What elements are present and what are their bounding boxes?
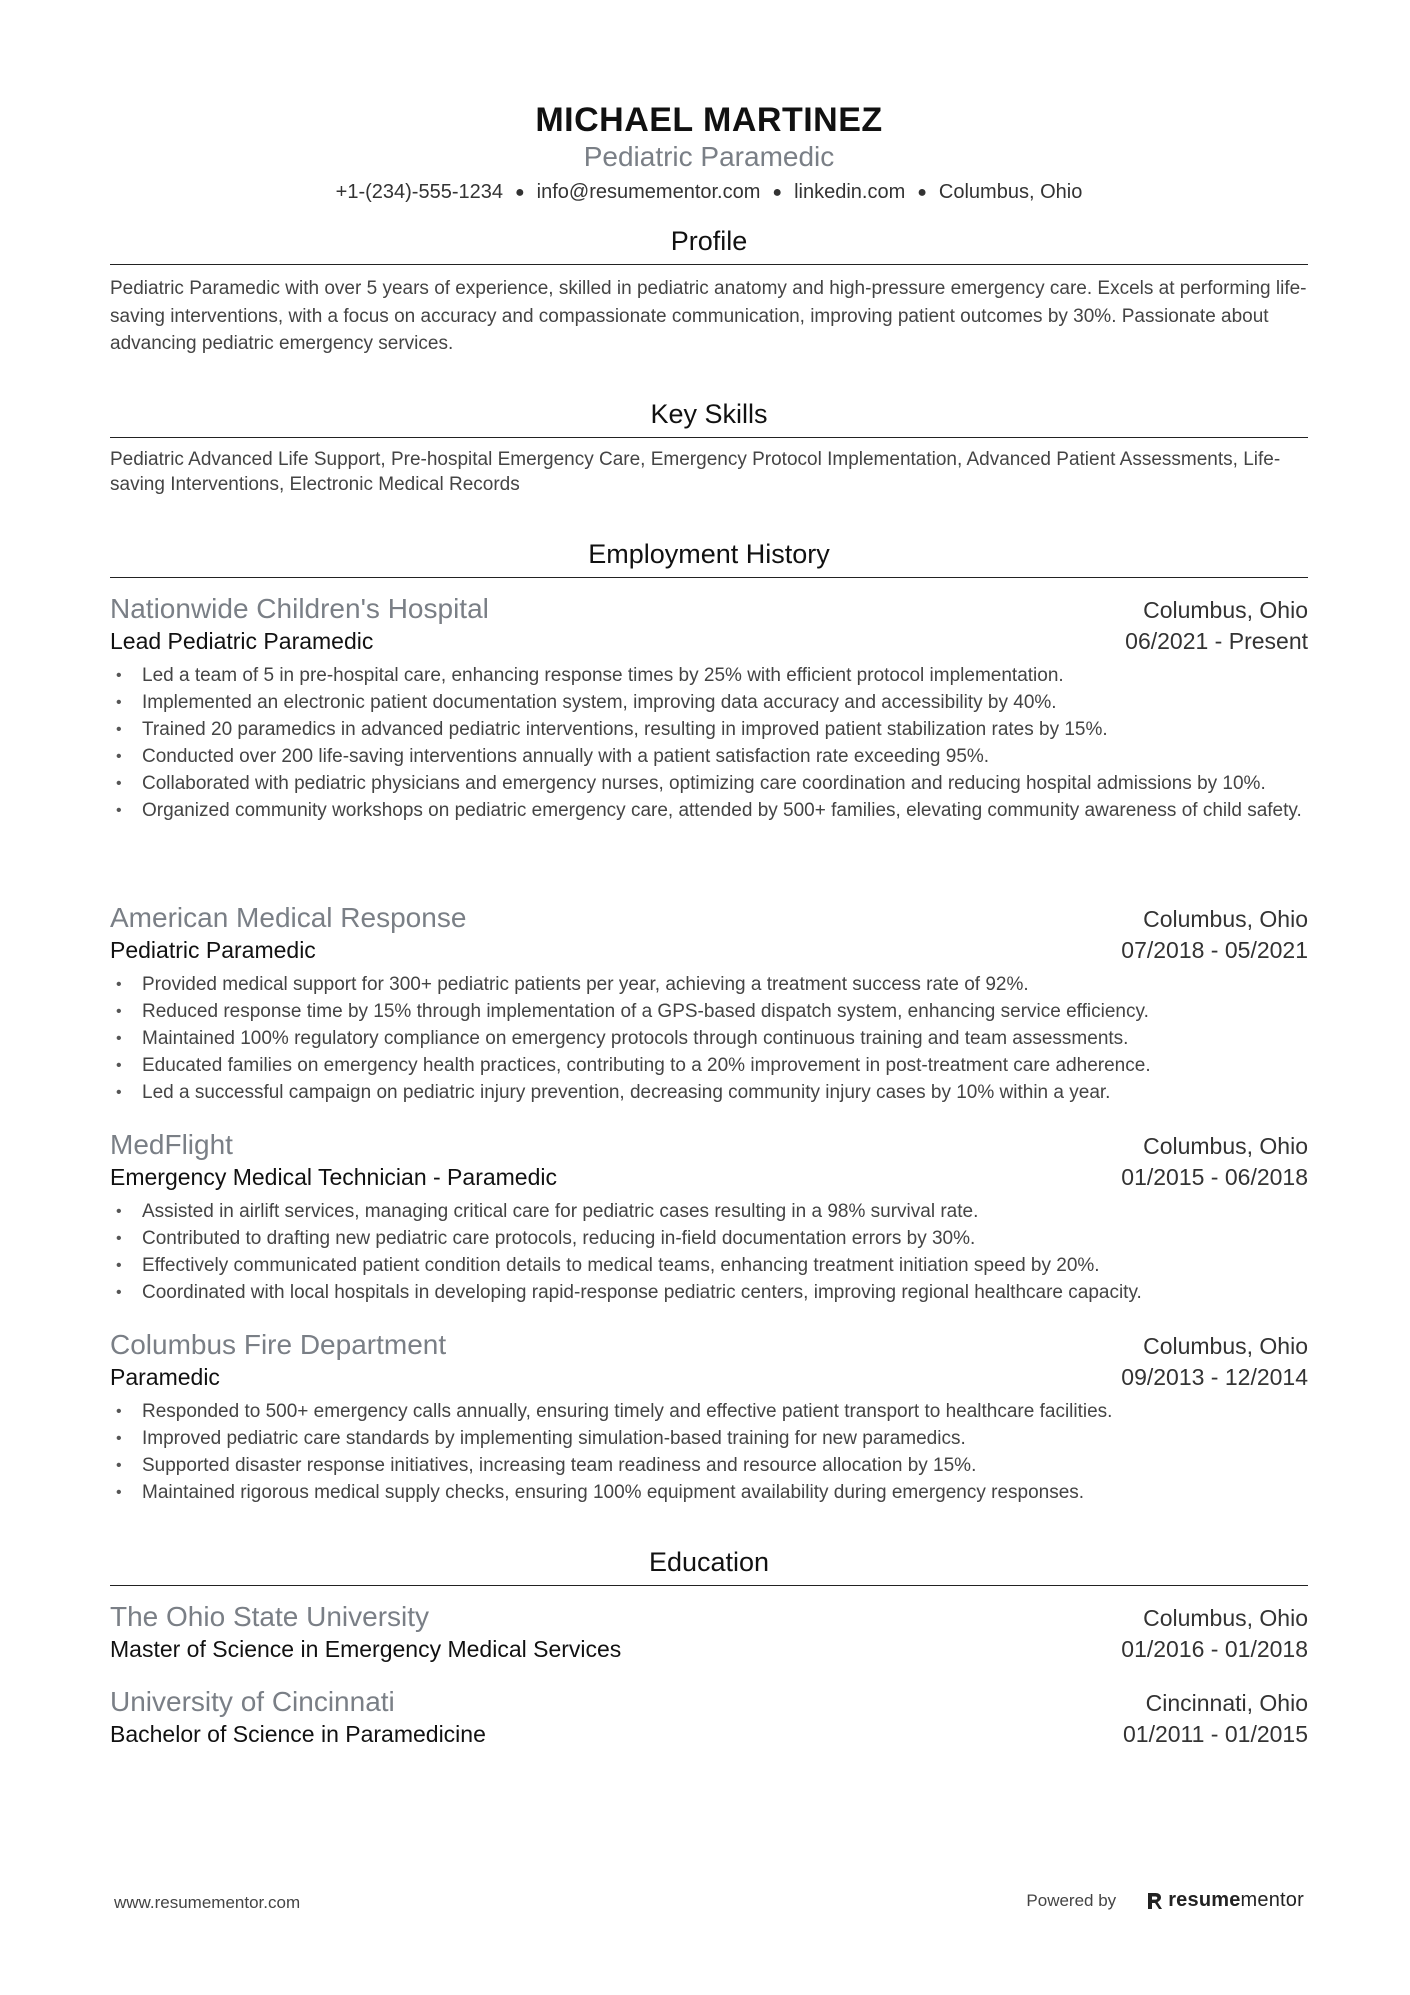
education-dates: 01/2016 - 01/2018	[1121, 1636, 1308, 1662]
job-dates: 01/2015 - 06/2018	[1121, 1164, 1308, 1190]
employer-name: Columbus Fire Department	[110, 1329, 447, 1360]
job-location: Columbus, Ohio	[1143, 1333, 1308, 1359]
list-item: • Provided medical support for 300+ pediatric patients per year, achieving a treatment success rate of 92%.	[110, 971, 1308, 998]
job-location: Columbus, Ohio	[1143, 597, 1308, 623]
contact-phone: +1-(234)-555-1234	[335, 181, 503, 203]
list-item: • Organized community workshops on pediatric emergency care, attended by 500+ families, elevating community awareness of child safety.	[110, 797, 1308, 824]
brand-name-part2: mentor	[1240, 1889, 1304, 1911]
job-bullets	[110, 1198, 1308, 1306]
job-role: Pediatric Paramedic	[110, 937, 316, 963]
section-heading: Employment History	[110, 537, 1308, 578]
contact-location: Columbus, Ohio	[938, 181, 1083, 203]
footer-website-link[interactable]: www.resumementor.com	[114, 1893, 301, 1912]
job-dates: 09/2013 - 12/2014	[1121, 1364, 1308, 1390]
school-name: University of Cincinnati	[110, 1686, 395, 1717]
list-item: • Improved pediatric care standards by implementing simulation-based training for new paramedics.	[110, 1425, 1308, 1452]
section-heading: Profile	[110, 224, 1308, 265]
list-item: • Maintained rigorous medical supply checks, ensuring 100% equipment availability during emergency responses.	[110, 1479, 1308, 1506]
job-bullets	[110, 662, 1308, 824]
resumementor-logo-icon	[1146, 1891, 1162, 1911]
skills-text: Pediatric Advanced Life Support, Pre-hospital Emergency Care, Emergency Protocol Implementation, Advanced Patient Assessments, Life-saving Interventions, Electronic Medical Records	[110, 449, 1281, 495]
skills-section	[110, 397, 1308, 497]
list-item: • Conducted over 200 life-saving interventions annually with a patient satisfaction rate exceeding 95%.	[110, 743, 1308, 770]
powered-by-label: Powered by	[1026, 1890, 1117, 1910]
employer-name: MedFlight	[110, 1129, 233, 1160]
job-entry	[110, 1128, 1308, 1306]
list-item: • Implemented an electronic patient documentation system, improving data accuracy and accessibility by 40%.	[110, 689, 1308, 716]
job-dates: 06/2021 - Present	[1125, 628, 1308, 654]
brand-logo[interactable]	[1146, 1889, 1304, 1912]
contact-line	[110, 178, 1308, 207]
list-item: • Contributed to drafting new pediatric care protocols, reducing in-field documentation errors by 30%.	[110, 1225, 1308, 1252]
list-item: • Collaborated with pediatric physicians and emergency nurses, optimizing care coordination and reducing hospital admissions by 10%.	[110, 770, 1308, 797]
degree-name: Bachelor of Science in Paramedicine	[110, 1721, 486, 1747]
job-role: Emergency Medical Technician - Paramedic	[110, 1164, 557, 1190]
job-bullets	[110, 971, 1308, 1106]
list-item: • Reduced response time by 15% through implementation of a GPS-based dispatch system, enhancing service efficiency.	[110, 998, 1308, 1025]
footer-branding	[1026, 1889, 1304, 1912]
job-location: Columbus, Ohio	[1143, 906, 1308, 932]
education-entry	[110, 1600, 1308, 1664]
education-dates: 01/2011 - 01/2015	[1122, 1721, 1308, 1747]
list-item: • Effectively communicated patient condition details to medical teams, enhancing treatment initiation speed by 20%.	[110, 1252, 1308, 1279]
contact-linkedin: linkedin.com	[794, 181, 906, 203]
candidate-name: MICHAEL MARTINEZ	[535, 101, 883, 139]
job-entry	[110, 901, 1308, 1106]
list-item: • Led a successful campaign on pediatric injury prevention, decreasing community injury cases by 10% within a year.	[110, 1079, 1308, 1106]
profile-text: Pediatric Paramedic with over 5 years of experience, skilled in pediatric anatomy and high-pressure emergency care. Excels at performing life-saving interventions, with a focus on accuracy and compassionate communication, improving patient outcomes by 30%. Passionate about advancing pediatric emergency services.	[110, 278, 1307, 354]
section-heading: Key Skills	[110, 397, 1308, 438]
job-dates: 07/2018 - 05/2021	[1121, 937, 1308, 963]
education-section	[110, 1545, 1308, 1586]
list-item: • Trained 20 paramedics in advanced pediatric interventions, resulting in improved patient stabilization rates by 15%.	[110, 716, 1308, 743]
school-location: Cincinnati, Ohio	[1145, 1690, 1308, 1716]
separator-dot-icon: ●	[917, 184, 927, 201]
list-item: • Led a team of 5 in pre-hospital care, enhancing response times by 25% with efficient protocol implementation.	[110, 662, 1308, 689]
candidate-title: Pediatric Paramedic	[583, 141, 835, 172]
list-item: • Coordinated with local hospitals in developing rapid-response pediatric centers, improving regional healthcare capacity.	[110, 1279, 1308, 1306]
separator-dot-icon: ●	[515, 184, 525, 201]
list-item: • Responded to 500+ emergency calls annually, ensuring timely and effective patient transport to healthcare facilities.	[110, 1398, 1308, 1425]
employer-name: American Medical Response	[110, 902, 467, 933]
list-item: • Supported disaster response initiatives, increasing team readiness and resource allocation by 15%.	[110, 1452, 1308, 1479]
section-heading: Education	[110, 1545, 1308, 1586]
job-entry	[110, 592, 1308, 824]
contact-email: info@resumementor.com	[536, 181, 761, 203]
job-role: Paramedic	[110, 1364, 220, 1390]
separator-dot-icon: ●	[772, 184, 783, 201]
list-item: • Educated families on emergency health practices, contributing to a 20% improvement in post-treatment care adherence.	[110, 1052, 1308, 1079]
job-location: Columbus, Ohio	[1143, 1133, 1308, 1159]
job-bullets	[110, 1398, 1308, 1506]
degree-name: Master of Science in Emergency Medical Services	[110, 1636, 622, 1662]
school-name: The Ohio State University	[110, 1601, 430, 1632]
job-entry	[110, 1328, 1308, 1506]
school-location: Columbus, Ohio	[1143, 1605, 1308, 1631]
brand-name-part1: resume	[1168, 1889, 1241, 1911]
job-role: Lead Pediatric Paramedic	[110, 628, 374, 654]
resume-header	[110, 0, 1308, 207]
profile-section	[110, 224, 1308, 358]
list-item: • Assisted in airlift services, managing critical care for pediatric cases resulting in a 98% survival rate.	[110, 1198, 1308, 1225]
resume-page	[110, 0, 1308, 1747]
education-entry	[110, 1685, 1308, 1749]
employer-name: Nationwide Children's Hospital	[110, 593, 489, 624]
employment-section	[110, 537, 1308, 578]
list-item: • Maintained 100% regulatory compliance on emergency protocols through continuous training and team assessments.	[110, 1025, 1308, 1052]
